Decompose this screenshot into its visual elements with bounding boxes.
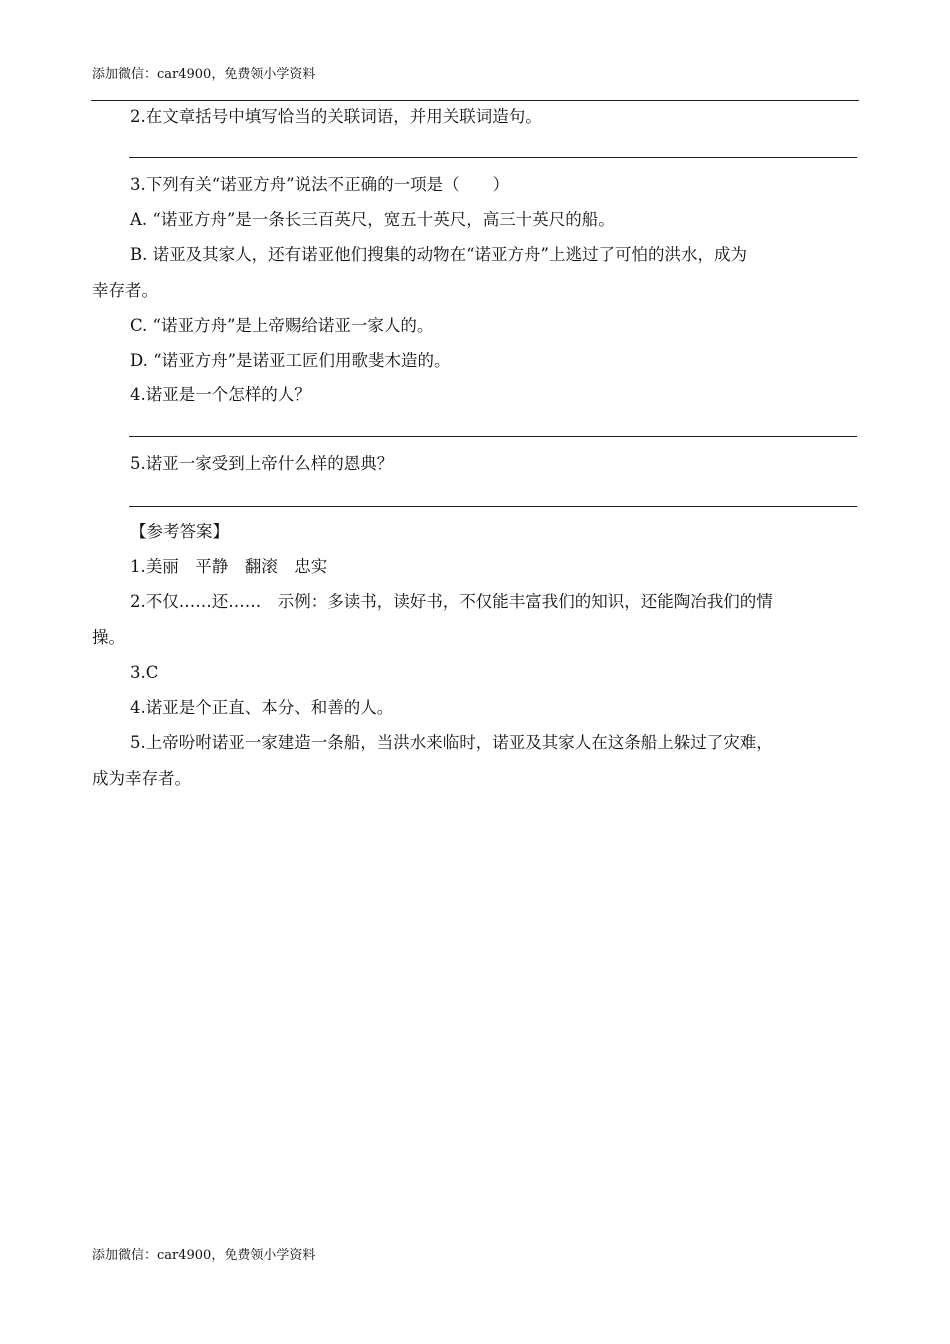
answer-1: 1.美丽 平静 翻滚 忠实	[130, 557, 328, 576]
question-3-option-a: A. “诺亚方舟”是一条长三百英尺，宽五十英尺，高三十英尺的船。	[130, 210, 615, 229]
answer-5: 5.上帝吩咐诺亚一家建造一条船，当洪水来临时，诺亚及其家人在这条船上躲过了灾难，	[130, 733, 773, 752]
answer-4: 4.诺亚是个正直、本分、和善的人。	[130, 698, 394, 717]
answer-2-cont: 操。	[92, 628, 125, 647]
question-3: 3.下列有关“诺亚方舟”说法不正确的一项是（ ）	[130, 175, 510, 194]
question-3-option-c: C. “诺亚方舟”是上帝赐给诺亚一家人的。	[130, 316, 434, 335]
answer-line-q4	[129, 436, 857, 437]
answer-3: 3.C	[130, 663, 159, 682]
answer-2: 2.不仅……还…… 示例：多读书，读好书，不仅能丰富我们的知识，还能陶冶我们的情	[130, 592, 773, 611]
header-note: 添加微信：car4900，免费领小学资料	[92, 67, 316, 82]
question-3-option-b-cont: 幸存者。	[92, 281, 158, 300]
question-5: 5.诺亚一家受到上帝什么样的恩典？	[130, 454, 394, 473]
header-divider	[91, 100, 859, 101]
footer-note: 添加微信：car4900，免费领小学资料	[92, 1248, 316, 1263]
question-3-option-d: D. “诺亚方舟”是诺亚工匠们用歌斐木造的。	[130, 351, 451, 370]
question-3-option-b: B. 诺亚及其家人，还有诺亚他们搜集的动物在“诺亚方舟”上逃过了可怕的洪水，成为	[130, 245, 747, 264]
question-2: 2.在文章括号中填写恰当的关联词语，并用关联词造句。	[130, 107, 542, 126]
answer-line-q2	[129, 157, 857, 158]
answers-title: 【参考答案】	[130, 522, 229, 541]
question-4: 4.诺亚是一个怎样的人？	[130, 385, 311, 404]
answer-5-cont: 成为幸存者。	[92, 769, 191, 788]
answer-line-q5	[129, 506, 857, 507]
